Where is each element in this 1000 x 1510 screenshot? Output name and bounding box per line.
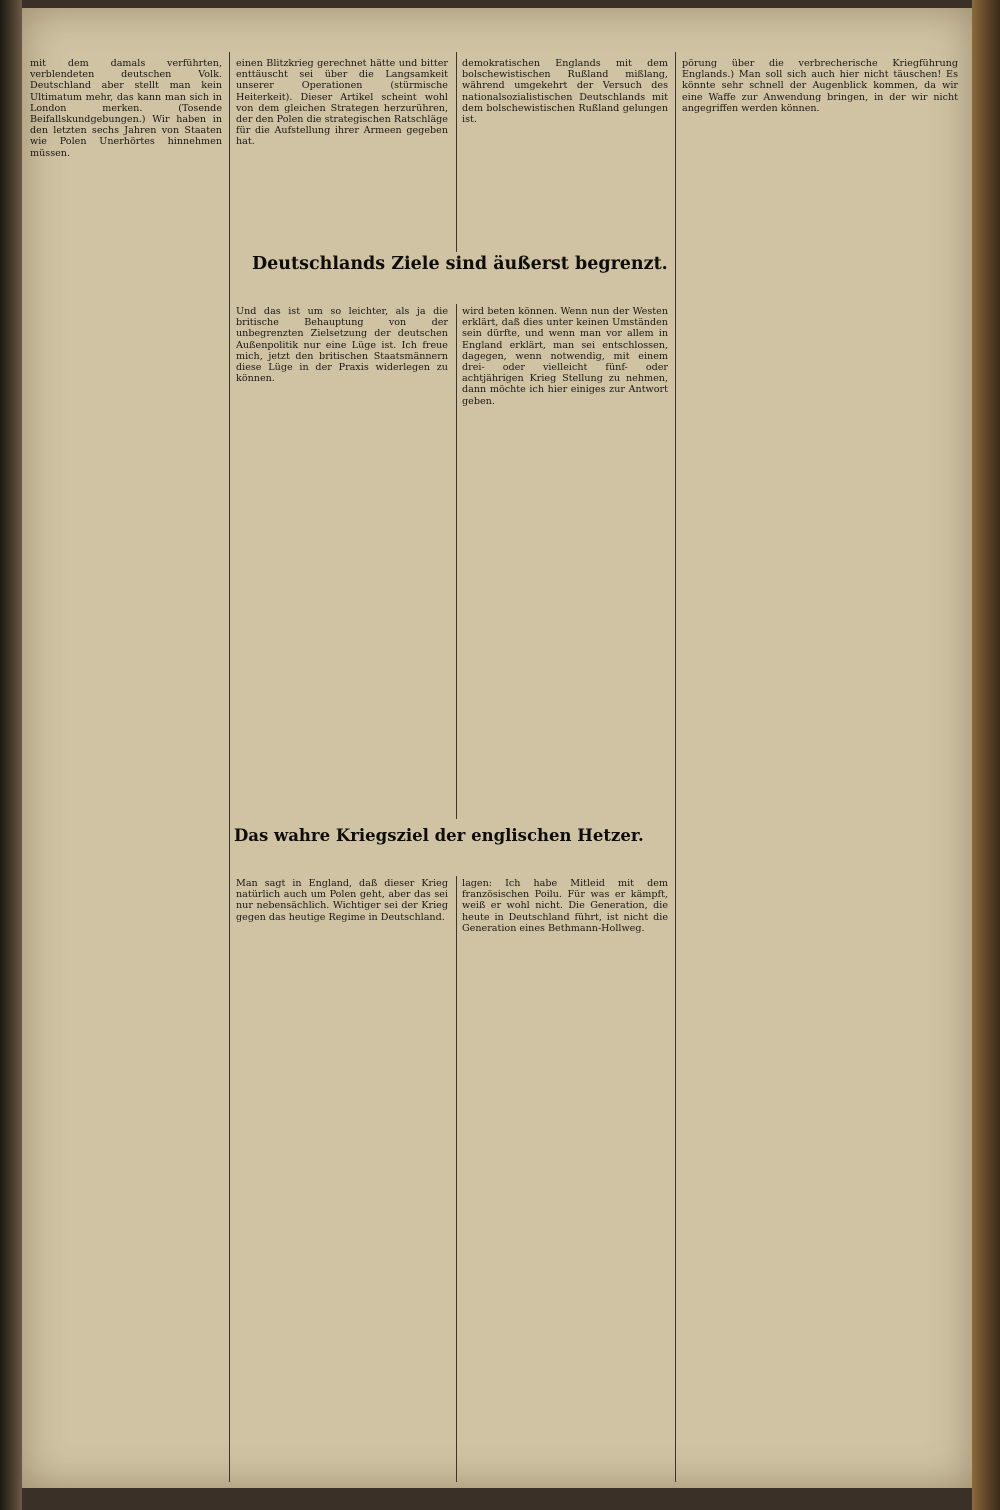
column-rule	[456, 52, 457, 252]
page-edge	[972, 0, 1000, 1510]
column-rule	[229, 52, 230, 1482]
column-rule	[456, 304, 457, 819]
headline-war-aim: Das wahre Kriegsziel der englischen Hetzer.	[234, 826, 644, 845]
column-3-text-top: demokratischen Englands mit dem bolschewistischen Rußland mißlang, während umgekehrt der Versuch des nationalsozialistischen Deutschlands mit dem bolschewistischen Rußland gelungen ist.	[462, 58, 668, 126]
column-2-text-bottom: Man sagt in England, daß dieser Krieg natürlich auch um Polen geht, aber das sei nur nebensächlich. Wichtiger sei der Krieg gegen das heutige Regime in Deutschland.	[236, 878, 448, 923]
headline-goals: Deutschlands Ziele sind äußerst begrenzt.	[252, 254, 668, 274]
column-2-text-top: einen Blitzkrieg gerechnet hätte und bitter enttäuscht sei über die Langsamkeit unserer Operationen (stürmische Heiterkeit). Dieser Artikel scheint wohl von dem gleichen Strategen herzurühren, der den Polen die strategischen Ratschläge für die Aufstellung ihrer Armeen gegeben hat.	[236, 58, 448, 148]
column-4-text: pörung über die verbrecherische Kriegführung Englands.) Man soll sich auch hier nicht täuschen! Es könnte sehr schnell der Augenblick kommen, da wir eine Waffe zur Anwendung bringen, in der wir nicht angegriffen werden können.	[682, 58, 958, 114]
newspaper-sheet	[22, 8, 972, 1488]
column-2-text-mid: Und das ist um so leichter, als ja die britische Behauptung von der unbegrenzten Zielsetzung der deutschen Außenpolitik nur eine Lüge ist. Ich freue mich, jetzt den britischen Staatsmännern diese Lüge in der Praxis widerlegen zu können.	[236, 306, 448, 385]
column-3-text-mid: wird beten können. Wenn nun der Westen erklärt, daß dies unter keinen Umständen sein dürfte, und wenn man vor allem in England erklärt, man sei entschlossen, dagegen, wenn notwendig, mit einem drei- oder vielleicht fünf- oder achtjährigen Krieg Stellung zu nehmen, dann möchte ich hier einiges zur Antwort geben.	[462, 306, 668, 407]
column-rule	[675, 52, 676, 1482]
binding-gutter	[0, 0, 22, 1510]
column-3-text-bottom: lagen: Ich habe Mitleid mit dem französischen Poilu. Für was er kämpft, weiß er wohl nicht. Die Generation, die heute in Deutschland führt, ist nicht die Generation eines Bethmann-Hollweg.	[462, 878, 668, 934]
column-1-text: mit dem damals verführten, verblendeten deutschen Volk. Deutschland aber stellt man kein Ultimatum mehr, das kann man sich in London merken. (Tosende Beifallskundgebungen.) Wir haben in den letzten sechs Jahren von Staaten wie Polen Unerhörtes hinnehmen müssen.	[30, 58, 222, 159]
column-rule	[456, 876, 457, 1482]
